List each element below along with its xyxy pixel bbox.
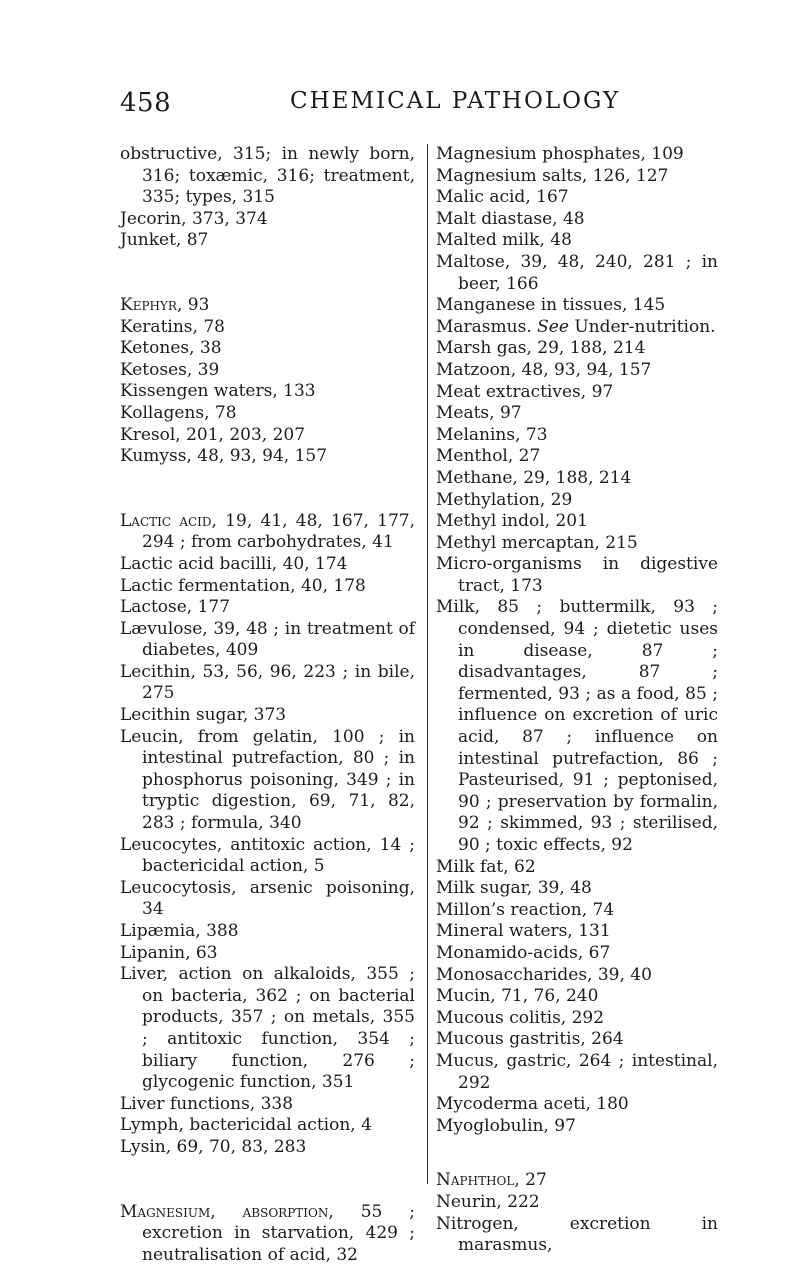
section-head-word: Kephyr — [120, 294, 177, 315]
index-entry: Milk fat, 62 — [436, 856, 536, 877]
index-entry: Liver, action on alkaloids, 355 ; on bacteria, 362 ; on bacterial products, 357 ; on metals, 355 ; antitoxic function, 354 ; biliary function, 276 ; glycogenic function, 351 — [120, 964, 415, 1093]
index-entry: Millon’s reaction, 74 — [436, 899, 615, 920]
index-entry: Ketoses, 39 — [120, 359, 220, 380]
section-gap — [120, 1159, 415, 1202]
index-entry: Monosaccharides, 39, 40 — [436, 964, 652, 985]
running-title: CHEMICAL PATHOLOGY — [290, 88, 621, 114]
index-entry: Jecorin, 373, 374 — [120, 208, 268, 229]
index-entry: Mucin, 71, 76, 240 — [436, 986, 599, 1007]
index-entry: Lactic acid bacilli, 40, 174 — [120, 553, 348, 574]
index-entry: Lipanin, 63 — [120, 942, 218, 963]
index-entry: Marsh gas, 29, 188, 214 — [436, 338, 646, 359]
index-entry: Ketones, 38 — [120, 338, 222, 359]
index-entry: Neurin, 222 — [436, 1191, 540, 1212]
section-head-word: Naphthol — [436, 1170, 515, 1191]
index-entry: Mucous colitis, 292 — [436, 1007, 605, 1028]
index-entry: Liver functions, 338 — [120, 1093, 294, 1114]
index-entry: Lipæmia, 388 — [120, 921, 239, 941]
index-entry: Myoglobulin, 97 — [436, 1115, 576, 1136]
section-head-word: Magnesium, absorption — [120, 1201, 329, 1222]
section-head-pages: , 27 — [514, 1170, 547, 1191]
index-entry: Methyl mercaptan, 215 — [436, 532, 638, 553]
index-entry-section-head — [120, 511, 415, 554]
index-entry: Maltose, 39, 48, 240, 281 ; in beer, 166 — [436, 251, 718, 294]
index-entry: Matzoon, 48, 93, 94, 157 — [436, 359, 652, 380]
right-index-column — [427, 144, 718, 1256]
index-entry: Lactose, 177 — [120, 597, 231, 618]
index-entry: Magnesium phosphates, 109 — [436, 144, 684, 164]
index-entry: Micro-organisms in digestive tract, 173 — [436, 554, 718, 596]
index-entry: Leucocytosis, arsenic poisoning, 34 — [120, 877, 415, 920]
index-entry-section-head — [436, 1170, 718, 1192]
page-number: 458 — [120, 88, 172, 118]
index-entry-cross-reference — [436, 317, 718, 339]
entry-term: Marasmus. — [436, 316, 538, 337]
index-entry: Mucus, gastric, 264 ; intestinal, 292 — [436, 1050, 718, 1093]
index-entry: Milk, 85 ; buttermilk, 93 ; condensed, 94 ; dietetic uses in disease, 87 ; disadvantages, 87 ; fermented, 93 ; as a food, 85 ; influence on excretion of uric acid, 87 ; influence on intestinal putrefaction, 86 ; Pasteurised, 91 ; peptonised, 90 ; preservation by formalin, 92 ; skimmed, 93 ; sterilised, 90 ; toxic effects, 92 — [436, 597, 718, 855]
index-entry: Mineral waters, 131 — [436, 921, 611, 942]
index-entry: Menthol, 27 — [436, 446, 541, 467]
index-entry: Methyl indol, 201 — [436, 511, 588, 532]
index-entry: Malted milk, 48 — [436, 230, 572, 251]
index-entry: Lecithin, 53, 56, 96, 223 ; in bile, 275 — [120, 661, 415, 704]
index-entry: Mucous gastritis, 264 — [436, 1029, 624, 1050]
reference-target: Under-nutrition. — [568, 316, 716, 337]
index-entry: Monamido-acids, 67 — [436, 942, 611, 963]
index-entry: Mycoderma aceti, 180 — [436, 1094, 629, 1115]
index-entry: Junket, 87 — [120, 230, 209, 251]
section-gap — [120, 468, 415, 511]
index-entry: obstructive, 315; in newly born, 316; toxæmic, 316; treatment, 335; types, 315 — [120, 144, 415, 208]
index-entry-section-head — [120, 1202, 415, 1267]
section-head-pages: , 93 — [176, 294, 210, 315]
index-entry: Kumyss, 48, 93, 94, 157 — [120, 446, 328, 467]
index-entry: Leucin, from gelatin, 100 ; in intestinal putrefaction, 80 ; in phosphorus poisoning, 349 ; in tryptic digestion, 69, 71, 82, 283 ; formula, 340 — [120, 726, 415, 834]
index-entry: Nitrogen, excretion in marasmus, — [436, 1213, 718, 1256]
index-entry: Kresol, 201, 203, 207 — [120, 424, 306, 445]
index-entry: Lævulose, 39, 48 ; in treatment of diabetes, 409 — [120, 618, 415, 661]
index-entry: Lactic fermentation, 40, 178 — [120, 575, 366, 596]
section-gap — [436, 1137, 718, 1170]
index-entry: Malt diastase, 48 — [436, 208, 585, 229]
index-entry: Lymph, bactericidal action, 4 — [120, 1115, 372, 1136]
section-gap — [120, 252, 415, 295]
section-head-pages: , 19, 41, 48, 167, 177, 294 ; from carbohydrates, 41 — [142, 510, 415, 553]
index-entry: Meat extractives, 97 — [436, 381, 614, 402]
section-head-word: Lactic acid — [120, 510, 212, 531]
see-reference: See — [537, 316, 569, 337]
index-entry: Melanins, 73 — [436, 424, 548, 445]
index-entry: Lecithin sugar, 373 — [120, 705, 287, 726]
index-entry: Lysin, 69, 70, 83, 283 — [120, 1136, 307, 1157]
index-entry: Methane, 29, 188, 214 — [436, 467, 632, 488]
index-entry: Kissengen waters, 133 — [120, 381, 316, 402]
left-index-column — [120, 144, 415, 1266]
index-entry-section-head — [120, 295, 415, 317]
index-entry: Kollagens, 78 — [120, 402, 237, 423]
index-entry: Manganese in tissues, 145 — [436, 295, 666, 316]
index-entry: Milk sugar, 39, 48 — [436, 878, 592, 899]
index-entry: Malic acid, 167 — [436, 187, 569, 208]
page-header — [120, 88, 720, 128]
index-entry: Meats, 97 — [436, 403, 522, 424]
index-entry: Magnesium salts, 126, 127 — [436, 165, 669, 186]
index-entry: Methylation, 29 — [436, 489, 573, 510]
section-head-pages: , 55 ; excretion in starvation, 429 ; neutralisation of acid, 32 — [142, 1201, 415, 1265]
index-entry: Keratins, 78 — [120, 316, 225, 337]
index-entry: Leucocytes, antitoxic action, 14 ; bactericidal action, 5 — [120, 834, 415, 877]
